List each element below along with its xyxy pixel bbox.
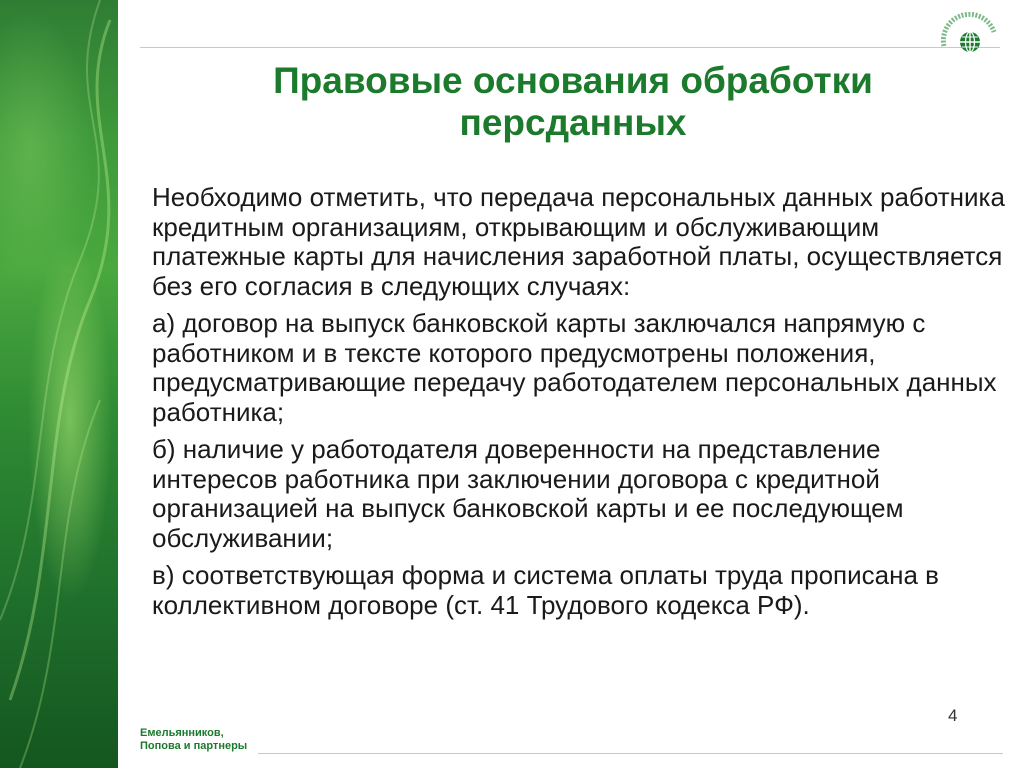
footer-logo bbox=[140, 727, 258, 753]
page-number: 4 bbox=[948, 706, 958, 725]
case-c-paragraph: в) соответствующая форма и система оплаты труда прописана в коллективном договоре (ст. 41 Трудового кодекса РФ). bbox=[152, 560, 939, 620]
case-b-paragraph: б) наличие у работодателя доверенности на представление интересов работника при заключении договора с кредитной организацией на выпуск банковской карты и ее последующем обслуживании; bbox=[152, 434, 904, 553]
footer-logo-line-1: Емельянников, bbox=[140, 727, 224, 739]
decorative-side-band bbox=[0, 0, 118, 768]
intro-paragraph: Необходимо отметить, что передача персональных данных работника кредитным организациям, открывающим и обслуживающим платежные карты для начисления заработной платы, осуществляется без его согласия в следующих случаях: bbox=[152, 182, 1005, 301]
footer-logo-line-2: Попова и партнеры bbox=[140, 740, 248, 752]
case-a-paragraph: а) договор на выпуск банковской карты заключался напрямую с работником и в тексте которого предусмотрены положения, предусматривающие передачу работодателем персональных данных работника; bbox=[152, 308, 997, 427]
slide-title bbox=[140, 60, 1006, 144]
slide-title-line-1: Правовые основания обработки bbox=[273, 60, 873, 101]
slide-title-line-2: персданных bbox=[459, 102, 687, 143]
band-swirl-graphic bbox=[0, 0, 118, 768]
header-divider bbox=[140, 47, 1000, 48]
agency-logo bbox=[936, 12, 1000, 52]
slide-body bbox=[152, 183, 1012, 628]
footer-divider bbox=[258, 753, 1003, 754]
